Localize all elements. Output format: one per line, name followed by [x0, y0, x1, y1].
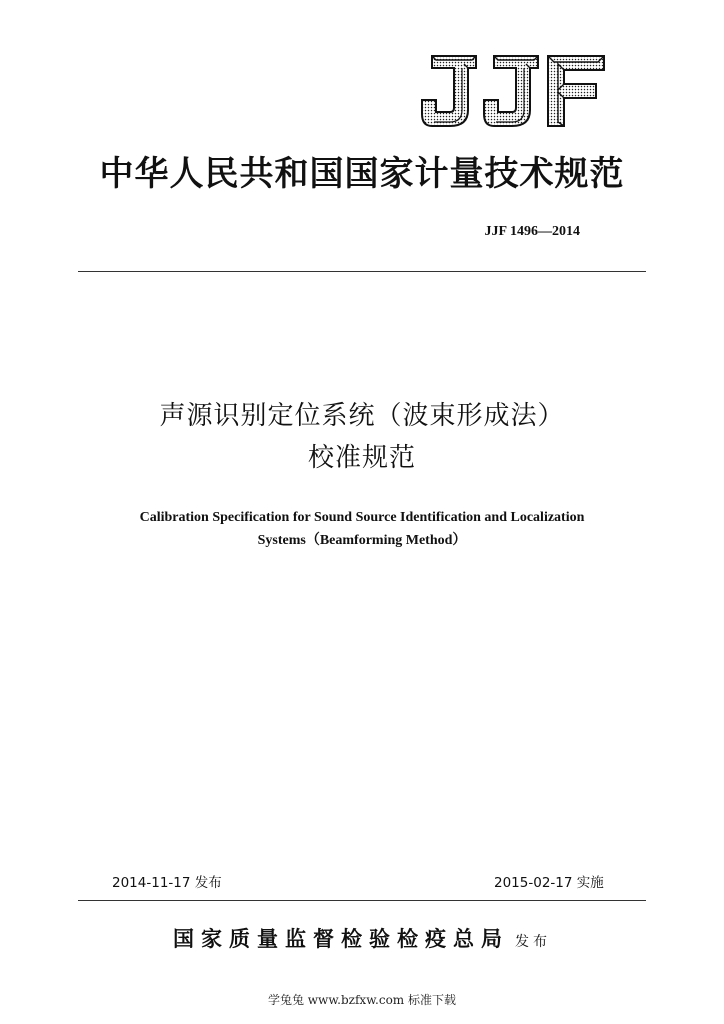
issuing-authority: 国家质量监督检验检疫总局 [173, 926, 509, 951]
issuer-row [0, 922, 724, 959]
jjf-logo [418, 52, 608, 130]
standard-category-title: 中华人民共和国国家计量技术规范 [99, 154, 625, 194]
document-title-en-line2: Systems（Beamforming Method） [257, 533, 467, 548]
footer-divider [78, 900, 646, 901]
document-title-cn-line2: 校准规范 [307, 443, 416, 473]
download-watermark: 学兔兔 www.bzfxw.com 标准下载 [267, 993, 457, 1007]
document-code: JJF 1496—2014 [484, 224, 580, 239]
document-title-cn-line1: 声源识别定位系统（波束形成法） [159, 401, 565, 431]
publish-date: 2014-11-17 发布 [112, 875, 222, 891]
logo-letter-j-1 [422, 56, 476, 126]
document-title-en-line1: Calibration Specification for Sound Source Identification and Localization [139, 510, 585, 525]
header-divider [78, 271, 646, 272]
logo-letter-f [548, 56, 604, 126]
issuing-authority-suffix: 发布 [515, 934, 551, 950]
logo-letter-j-2 [484, 56, 538, 126]
implement-date: 2015-02-17 实施 [494, 875, 604, 891]
